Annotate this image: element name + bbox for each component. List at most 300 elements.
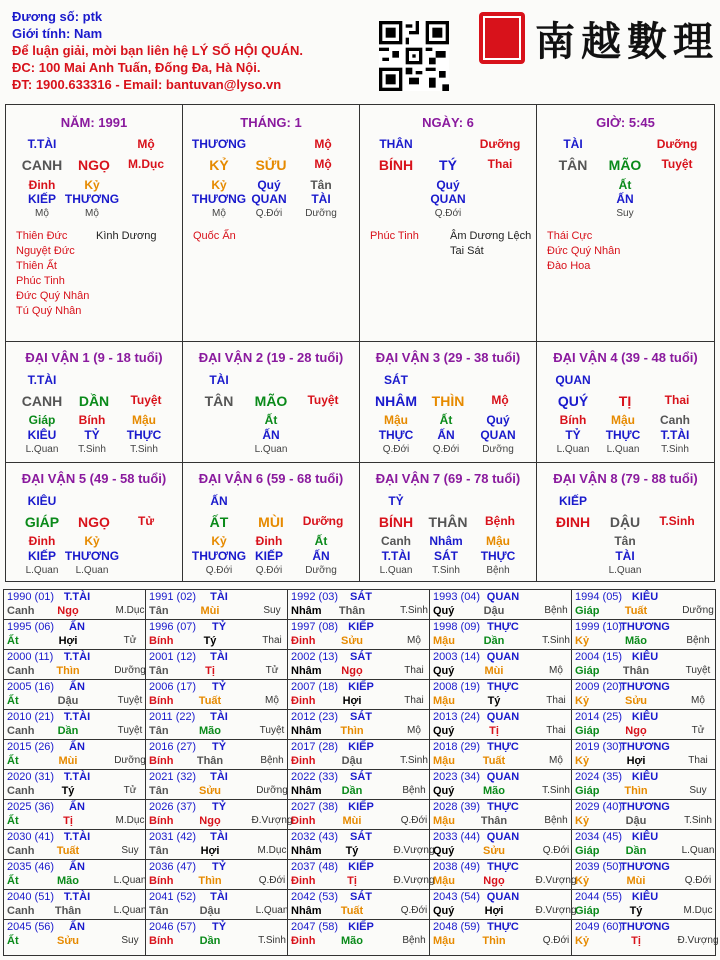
year-branch: Dậu bbox=[199, 905, 221, 917]
year-label: 2003 (14) bbox=[433, 651, 481, 663]
year-ten-god: THƯƠNG bbox=[620, 921, 670, 933]
year-label: 1999 (10) bbox=[575, 621, 623, 633]
year-label: 2033 (44) bbox=[433, 831, 481, 843]
year-label: 2023 (34) bbox=[433, 771, 481, 783]
year-cell bbox=[430, 770, 572, 800]
year-stage: Q.Đới bbox=[542, 935, 570, 946]
yearly-table bbox=[3, 589, 719, 956]
year-stem: Canh bbox=[7, 725, 35, 737]
year-branch: Mùi bbox=[58, 755, 78, 767]
year-branch: Tuất bbox=[198, 695, 222, 707]
hidden-ten-god: THƯƠNG bbox=[191, 549, 247, 563]
year-ten-god: TỶ bbox=[211, 921, 227, 933]
year-ten-god: THƯƠNG bbox=[620, 801, 670, 813]
year-stage: Mộ bbox=[265, 695, 279, 706]
year-ten-god: TỶ bbox=[211, 801, 227, 813]
ten-god-stem: THÂN bbox=[379, 137, 413, 151]
year-stage: Thai bbox=[262, 635, 282, 646]
year-ten-god: SÁT bbox=[350, 771, 372, 783]
year-branch: Sửu bbox=[198, 785, 222, 797]
year-label: 2040 (51) bbox=[7, 891, 55, 903]
year-label: 2038 (49) bbox=[433, 861, 481, 873]
hidden-stem: Đinh bbox=[28, 178, 56, 192]
year-cell bbox=[146, 860, 288, 890]
gender-row: Giới tính: Nam bbox=[12, 26, 103, 41]
hidden-stem: Kỷ bbox=[211, 534, 227, 548]
year-cell bbox=[572, 710, 715, 740]
year-ten-god: KIÊU bbox=[631, 651, 659, 663]
year-stem: Quý bbox=[433, 665, 455, 677]
star-left: Đào Hoa bbox=[547, 260, 591, 272]
hidden-stage: Q.Đới bbox=[382, 444, 410, 455]
hidden-stem: Kỷ bbox=[84, 178, 100, 192]
year-ten-god: QUAN bbox=[486, 651, 520, 663]
year-cell bbox=[430, 860, 577, 890]
year-stage: Mộ bbox=[549, 665, 563, 676]
star-left: Đức Quý Nhân bbox=[16, 290, 90, 302]
gender-value: Nam bbox=[73, 26, 103, 41]
year-stage: Q.Đới bbox=[684, 875, 712, 886]
year-cell bbox=[572, 620, 715, 650]
year-cell bbox=[288, 800, 430, 830]
star-left: Quốc Ấn bbox=[193, 230, 236, 242]
year-stem: Giáp bbox=[575, 785, 600, 797]
year-label: 2018 (29) bbox=[433, 741, 481, 753]
star-left: Thái Cực bbox=[547, 230, 593, 242]
year-label: 2011 (22) bbox=[149, 711, 196, 723]
stem-stage: Dưỡng bbox=[479, 137, 521, 151]
year-ten-god: ẤN bbox=[69, 921, 85, 933]
year-label: 2049 (60) bbox=[575, 921, 623, 933]
pillar-title: ĐẠI VẬN 3 (29 - 38 tuổi) bbox=[375, 350, 521, 365]
hidden-stage: L.Quan bbox=[556, 444, 590, 455]
year-label: 2019 (30) bbox=[575, 741, 623, 753]
year-stage: Dưỡng bbox=[114, 665, 146, 676]
year-stage: Dưỡng bbox=[682, 605, 714, 616]
year-stem: Tân bbox=[149, 905, 169, 917]
hidden-stem: Mậu bbox=[132, 413, 156, 427]
year-ten-god: SÁT bbox=[350, 591, 372, 603]
natal-pillar bbox=[537, 105, 714, 342]
year-branch: Thìn bbox=[340, 725, 364, 737]
year-stage: Tử bbox=[123, 785, 137, 796]
year-cell bbox=[288, 680, 430, 710]
year-label: 2007 (18) bbox=[291, 681, 339, 693]
year-branch: Tý bbox=[203, 635, 217, 647]
branch-stage: Tuyệt bbox=[307, 393, 339, 407]
earthly-branch: MÃO bbox=[608, 157, 642, 173]
year-stage: Đ.Vượng bbox=[393, 845, 435, 856]
luck-pillar bbox=[360, 342, 537, 463]
year-stage: Bệnh bbox=[402, 785, 426, 796]
code-row: Đương số: ptk bbox=[12, 9, 103, 24]
year-stem: Nhâm bbox=[291, 725, 322, 737]
year-label: 2024 (35) bbox=[575, 771, 623, 783]
year-cell bbox=[4, 590, 146, 620]
ten-god-stem: T.TÀI bbox=[27, 137, 57, 151]
year-stem: Bính bbox=[149, 635, 174, 647]
year-cell bbox=[430, 830, 572, 860]
branch-stage: T.Sinh bbox=[659, 514, 695, 528]
earthly-branch: DẦN bbox=[78, 393, 110, 409]
year-branch: Tuất bbox=[56, 845, 80, 857]
year-ten-god: THỰC bbox=[487, 681, 519, 693]
year-stage: Bệnh bbox=[260, 755, 284, 766]
year-stem: Đinh bbox=[291, 875, 316, 887]
year-ten-god: TÀI bbox=[210, 591, 228, 603]
hidden-ten-god: KIẾP bbox=[254, 549, 284, 563]
year-ten-god: TÀI bbox=[210, 891, 228, 903]
year-cell bbox=[572, 740, 715, 770]
year-label: 2032 (43) bbox=[291, 831, 339, 843]
hidden-stage: Q.Đới bbox=[205, 565, 233, 576]
earthly-branch: MÃO bbox=[254, 393, 288, 409]
year-ten-god: ẤN bbox=[69, 801, 85, 813]
year-label: 2001 (12) bbox=[149, 651, 197, 663]
year-branch: Ngọ bbox=[57, 605, 79, 617]
year-cell bbox=[572, 800, 715, 830]
year-label: 1992 (03) bbox=[291, 591, 339, 603]
year-stage: Bệnh bbox=[544, 605, 568, 616]
year-ten-god: SÁT bbox=[350, 711, 372, 723]
year-branch: Thìn bbox=[482, 935, 506, 947]
year-stage: L.Quan bbox=[681, 845, 715, 856]
year-branch: Hợi bbox=[58, 635, 78, 647]
year-ten-god: THỰC bbox=[487, 921, 519, 933]
year-ten-god: TỶ bbox=[211, 861, 227, 873]
earthly-branch: DẬU bbox=[609, 514, 641, 530]
year-branch: Mão bbox=[483, 785, 505, 797]
year-cell bbox=[430, 590, 572, 620]
year-ten-god: THỰC bbox=[487, 801, 519, 813]
year-stage: Q.Đới bbox=[258, 875, 286, 886]
heavenly-stem: NHÂM bbox=[375, 393, 417, 409]
year-stage: Thai bbox=[546, 725, 566, 736]
year-stage: Tuyệt bbox=[685, 665, 711, 676]
pillars-grid bbox=[5, 104, 715, 582]
year-stem: Ất bbox=[7, 695, 19, 707]
year-branch: Mùi bbox=[484, 665, 504, 677]
year-branch: Tuất bbox=[340, 905, 364, 917]
year-cell bbox=[288, 650, 430, 680]
hidden-stem: Kỷ bbox=[84, 534, 100, 548]
heavenly-stem: BÍNH bbox=[378, 514, 414, 530]
year-stage: Q.Đới bbox=[400, 815, 428, 826]
year-stem: Đinh bbox=[291, 815, 316, 827]
year-stage: Đ.Vượng bbox=[535, 905, 577, 916]
year-cell bbox=[288, 620, 430, 650]
hidden-stage: L.Quan bbox=[75, 565, 109, 576]
year-cell bbox=[146, 920, 288, 955]
hidden-stage: T.Sinh bbox=[130, 444, 158, 455]
year-label: 2025 (36) bbox=[7, 801, 55, 813]
year-stage: Q.Đới bbox=[400, 905, 428, 916]
year-stem: Kỷ bbox=[575, 635, 590, 647]
year-stem: Mậu bbox=[433, 635, 455, 647]
year-stem: Tân bbox=[149, 725, 169, 737]
hidden-ten-god: T.TÀI bbox=[381, 549, 411, 563]
year-label: 2012 (23) bbox=[291, 711, 339, 723]
code-value: ptk bbox=[82, 9, 103, 24]
stem-stage: Mộ bbox=[137, 137, 155, 151]
brand-logo: 南越數理 bbox=[535, 18, 719, 65]
star-left: Nguyệt Đức bbox=[16, 245, 75, 257]
hidden-stem: Ất bbox=[264, 413, 278, 427]
year-stem: Quý bbox=[433, 905, 455, 917]
hidden-stage: Q.Đới bbox=[432, 444, 460, 455]
year-label: 2034 (45) bbox=[575, 831, 623, 843]
year-stem: Bính bbox=[149, 935, 174, 947]
year-branch: Hợi bbox=[626, 755, 646, 767]
year-ten-god: KIẾP bbox=[348, 681, 374, 693]
year-ten-god: TÀI bbox=[210, 651, 228, 663]
year-stem: Mậu bbox=[433, 875, 455, 887]
year-stem: Tân bbox=[149, 785, 169, 797]
year-stem: Bính bbox=[149, 755, 174, 767]
year-cell bbox=[430, 620, 572, 650]
earthly-branch: NGỌ bbox=[78, 157, 110, 173]
year-ten-god: KIẾP bbox=[348, 921, 374, 933]
year-branch: Ngọ bbox=[483, 875, 505, 887]
phone-line: ĐT: 1900.633316 - Email: bantuvan@lyso.vn bbox=[12, 77, 282, 92]
year-stem: Canh bbox=[7, 605, 35, 617]
year-stem: Canh bbox=[7, 785, 35, 797]
natal-pillar bbox=[6, 105, 183, 342]
year-stem: Ất bbox=[7, 875, 19, 887]
star-left: Đức Quý Nhân bbox=[547, 245, 621, 257]
pillar-title: ĐẠI VẬN 7 (69 - 78 tuổi) bbox=[375, 471, 521, 486]
year-ten-god: TỶ bbox=[211, 741, 227, 753]
earthly-branch: NGỌ bbox=[78, 514, 110, 530]
hidden-stem: Đinh bbox=[255, 534, 283, 548]
luck-pillar bbox=[6, 342, 183, 463]
hidden-ten-god: QUAN bbox=[480, 428, 516, 442]
hidden-stem: Quý bbox=[486, 413, 510, 427]
year-branch: Thân bbox=[338, 605, 366, 617]
ten-god-stem: SÁT bbox=[384, 373, 408, 387]
year-label: 2030 (41) bbox=[7, 831, 55, 843]
year-branch: Mùi bbox=[626, 875, 646, 887]
heavenly-stem: KỶ bbox=[209, 157, 229, 173]
hidden-stem: Giáp bbox=[28, 413, 56, 427]
year-label: 2013 (24) bbox=[433, 711, 481, 723]
year-stage: T.Sinh bbox=[400, 605, 428, 616]
year-stage: L.Quan bbox=[113, 905, 147, 916]
year-branch: Thìn bbox=[624, 785, 648, 797]
year-ten-god: SÁT bbox=[350, 651, 372, 663]
year-stem: Ất bbox=[7, 755, 19, 767]
heavenly-stem: TÂN bbox=[204, 393, 234, 409]
year-stem: Quý bbox=[433, 725, 455, 737]
year-stage: Thai bbox=[688, 755, 708, 766]
year-cell bbox=[430, 920, 572, 955]
year-cell bbox=[4, 860, 146, 890]
luck-pillar bbox=[537, 463, 714, 581]
year-stem: Nhâm bbox=[291, 785, 322, 797]
year-stem: Ất bbox=[7, 935, 19, 947]
year-stem: Nhâm bbox=[291, 665, 322, 677]
ten-god-stem: TÀI bbox=[209, 373, 229, 387]
year-branch: Dần bbox=[483, 635, 505, 647]
branch-stage: Tuyệt bbox=[130, 393, 162, 407]
hidden-ten-god: ẤN bbox=[312, 549, 330, 563]
year-stage: Bệnh bbox=[544, 815, 568, 826]
ten-god-stem: TỶ bbox=[388, 494, 404, 508]
year-ten-god: ẤN bbox=[69, 741, 85, 753]
year-stage: M.Dục bbox=[115, 605, 145, 616]
heavenly-stem: ẤT bbox=[209, 514, 229, 530]
year-ten-god: SÁT bbox=[350, 891, 372, 903]
year-label: 2020 (31) bbox=[7, 771, 55, 783]
hidden-ten-god: THƯƠNG bbox=[64, 192, 120, 206]
year-label: 2046 (57) bbox=[149, 921, 197, 933]
hidden-stage: Dưỡng bbox=[305, 565, 337, 576]
year-label: 2048 (59) bbox=[433, 921, 481, 933]
year-ten-god: KIẾP bbox=[348, 801, 374, 813]
pillar-title: NGÀY: 6 bbox=[422, 115, 474, 130]
year-branch: Thân bbox=[622, 665, 650, 677]
year-branch: Sửu bbox=[482, 845, 506, 857]
year-stage: Đ.Vượng bbox=[251, 815, 293, 826]
hidden-ten-god: ẤN bbox=[616, 192, 634, 206]
year-stem: Canh bbox=[7, 665, 35, 677]
year-label: 1990 (01) bbox=[7, 591, 55, 603]
year-cell bbox=[4, 680, 146, 710]
hidden-stem: Mậu bbox=[486, 534, 510, 548]
branch-stage: Bệnh bbox=[485, 514, 515, 528]
year-stage: Q.Đới bbox=[542, 845, 570, 856]
year-label: 2006 (17) bbox=[149, 681, 197, 693]
hidden-stage: Mộ bbox=[85, 208, 99, 219]
year-stem: Giáp bbox=[575, 605, 600, 617]
year-stem: Tân bbox=[149, 605, 169, 617]
pillar-title: ĐẠI VẬN 2 (19 - 28 tuổi) bbox=[198, 350, 344, 365]
year-stage: Suy bbox=[689, 785, 707, 796]
luck-pillar bbox=[360, 463, 537, 581]
year-branch: Thân bbox=[54, 905, 82, 917]
year-stage: Thai bbox=[546, 695, 566, 706]
year-stem: Đinh bbox=[291, 635, 316, 647]
year-label: 2031 (42) bbox=[149, 831, 197, 843]
hidden-stage: Mộ bbox=[212, 208, 226, 219]
year-stem: Quý bbox=[433, 785, 455, 797]
qr-code-icon bbox=[379, 21, 449, 91]
year-branch: Dần bbox=[199, 935, 221, 947]
ten-god-stem: THƯƠNG bbox=[191, 137, 247, 151]
star-right: Âm Dương Lệch bbox=[450, 230, 532, 242]
star-left: Thiên Đức bbox=[16, 230, 68, 242]
heavenly-stem: CANH bbox=[21, 157, 63, 173]
year-stem: Nhâm bbox=[291, 905, 322, 917]
year-stem: Kỷ bbox=[575, 695, 590, 707]
earthly-branch: THÂN bbox=[428, 514, 468, 530]
year-cell bbox=[430, 740, 572, 770]
hidden-ten-god: QUAN bbox=[430, 192, 466, 206]
year-cell bbox=[288, 890, 430, 920]
year-cell bbox=[288, 740, 430, 770]
pillar-title: THÁNG: 1 bbox=[240, 115, 302, 130]
year-stem: Giáp bbox=[575, 845, 600, 857]
hidden-ten-god: KIẾP bbox=[27, 192, 57, 206]
year-label: 2014 (25) bbox=[575, 711, 623, 723]
ten-god-stem: T.TÀI bbox=[27, 373, 57, 387]
year-stage: Đ.Vượng bbox=[535, 875, 577, 886]
hidden-stem: Kỷ bbox=[211, 178, 227, 192]
year-ten-god: T.TÀI bbox=[63, 591, 91, 603]
hidden-stem: Tân bbox=[310, 178, 332, 192]
hidden-stem: Nhâm bbox=[429, 534, 463, 548]
year-label: 2000 (11) bbox=[7, 651, 54, 663]
year-stage: T.Sinh bbox=[258, 935, 286, 946]
year-ten-god: QUAN bbox=[486, 831, 520, 843]
year-label: 2002 (13) bbox=[291, 651, 339, 663]
year-cell bbox=[4, 620, 146, 650]
year-ten-god: T.TÀI bbox=[63, 891, 91, 903]
year-cell bbox=[4, 770, 146, 800]
year-stem: Kỷ bbox=[575, 755, 590, 767]
year-label: 2043 (54) bbox=[433, 891, 481, 903]
heavenly-stem: CANH bbox=[21, 393, 63, 409]
year-cell bbox=[430, 680, 572, 710]
year-cell bbox=[4, 920, 146, 955]
year-cell bbox=[430, 710, 572, 740]
year-label: 1996 (07) bbox=[149, 621, 197, 633]
year-cell bbox=[572, 770, 715, 800]
hidden-ten-god: KIẾP bbox=[27, 549, 57, 563]
year-ten-god: KIẾP bbox=[348, 741, 374, 753]
ten-god-stem: KIÊU bbox=[27, 494, 57, 508]
year-ten-god: KIÊU bbox=[631, 711, 659, 723]
hidden-ten-god: KIÊU bbox=[27, 428, 57, 442]
year-stage: Suy bbox=[121, 935, 139, 946]
hidden-stem: Bính bbox=[78, 413, 106, 427]
year-stage: L.Quan bbox=[113, 875, 147, 886]
hidden-stage: Mộ bbox=[35, 208, 49, 219]
year-ten-god: KIÊU bbox=[631, 831, 659, 843]
year-cell bbox=[146, 710, 288, 740]
contact-line: Để luận giải, mời bạn liên hệ LÝ SỐ HỘI QUÁN. bbox=[12, 43, 303, 58]
ten-god-stem: QUAN bbox=[555, 373, 591, 387]
pillar-title: GIỜ: 5:45 bbox=[596, 115, 655, 130]
year-label: 2004 (15) bbox=[575, 651, 623, 663]
year-ten-god: THƯƠNG bbox=[620, 861, 670, 873]
year-branch: Mão bbox=[341, 935, 363, 947]
year-stage: Thai bbox=[404, 665, 424, 676]
hidden-stem: Quý bbox=[436, 178, 460, 192]
hidden-ten-god: TÀI bbox=[615, 549, 635, 563]
year-ten-god: TỶ bbox=[211, 621, 227, 633]
year-branch: Dậu bbox=[341, 755, 363, 767]
hidden-stem: Đinh bbox=[28, 534, 56, 548]
year-stage: T.Sinh bbox=[542, 635, 570, 646]
hidden-ten-god: SÁT bbox=[434, 549, 458, 563]
year-stem: Kỷ bbox=[575, 875, 590, 887]
year-stage: Đ.Vượng bbox=[393, 875, 435, 886]
hidden-stage: L.Quan bbox=[254, 444, 288, 455]
year-stem: Bính bbox=[149, 875, 174, 887]
year-stem: Kỷ bbox=[575, 935, 590, 947]
year-branch: Hợi bbox=[200, 845, 220, 857]
hidden-stage: Suy bbox=[616, 208, 634, 219]
year-stem: Ất bbox=[7, 635, 19, 647]
hidden-ten-god: TỶ bbox=[565, 428, 581, 442]
pillar-title: ĐẠI VẬN 1 (9 - 18 tuổi) bbox=[25, 350, 163, 365]
year-stem: Mậu bbox=[433, 755, 455, 767]
hidden-stage: Q.Đới bbox=[255, 208, 283, 219]
year-stem: Tân bbox=[149, 845, 169, 857]
year-ten-god: TÀI bbox=[210, 711, 228, 723]
hidden-ten-god: THỰC bbox=[605, 428, 641, 442]
